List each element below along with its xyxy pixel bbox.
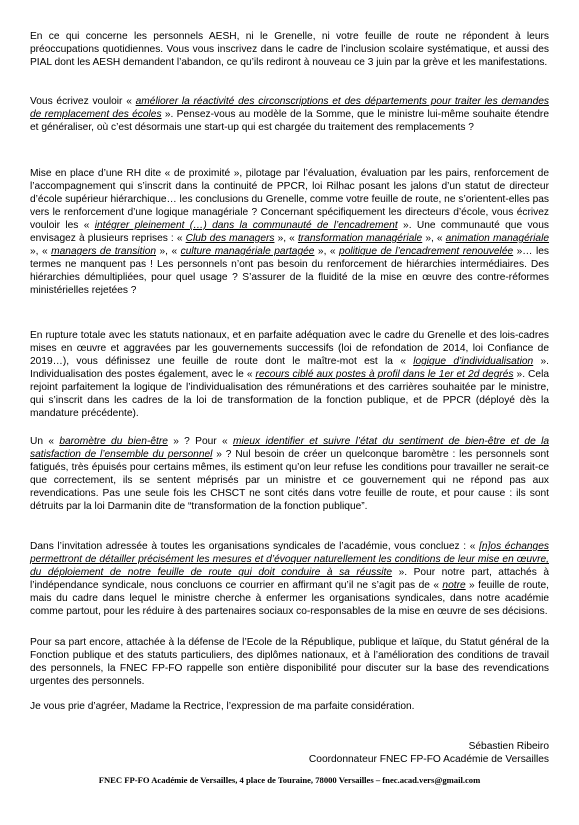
signature-name: Sébastien Ribeiro: [468, 741, 549, 752]
paragraph-text: » ? Pour «: [167, 436, 233, 447]
paragraph-text: ». Pour notre part, attachés à l’indépendance syndicale, nous concluons ce courrier en affirmant qu’il ne s’agit pas de «: [30, 567, 550, 591]
quoted-text: améliorer la réactivité des circonscriptions et des départements pour traiter les demandes de remplacement des écoles: [30, 96, 549, 120]
paragraph-text: ». Individualisation des postes également, avec le «: [30, 356, 550, 380]
paragraph-text: » ? Nul besoin de créer un quelconque baromètre : les personnels sont fatigués, très épuisés pour certains mêmes, ils estiment qu’on leur refuse les conditions pour travailler ne serait-ce que correctement, ils se sentent méprisés par un ministre et ce gouvernement qui ne répond pas aux revendications. Pas une seule fois les CHSCT ne sont cités dans votre feuille de route, et pour cause : ils sont détruits par la loi Darmanin dite de “transformation de la fonction publique”.: [30, 449, 549, 512]
quoted-text: notre: [442, 580, 466, 591]
quoted-text: animation managériale: [445, 233, 550, 244]
quoted-text: managers de transition: [51, 246, 157, 257]
paragraph-attachee: [30, 636, 549, 688]
paragraph-text: ». Une communauté que vous envisagez à plusieurs reprises : «: [30, 220, 549, 244]
paragraph-text: », «: [422, 233, 446, 244]
paragraph-text: Pour sa part encore, attachée à la défense de l’Ecole de la République, publique et laïque, du Statut général de la Fonction publique et des statuts particuliers, des diplômes nationaux, et à l’amélioration des conditions de travail des personnels, la FNEC FP-FO rappelle son entière disponibilité pour discuter sur la base des revendications urgentes des personnels.: [30, 637, 549, 687]
quoted-text: Club des managers: [185, 233, 275, 244]
paragraph-remplacement: [30, 95, 549, 134]
paragraph-text: », «: [314, 246, 340, 257]
quoted-text: intégrer pleinement (…) dans la communauté de l’encadrement: [94, 220, 398, 231]
quoted-text: culture managériale partagée: [180, 246, 315, 257]
paragraph-text: Dans l’invitation adressée à toutes les organisations syndicales de l’académie, vous concluez : «: [30, 541, 480, 552]
quoted-text: politique de l’encadrement renouvelée: [339, 246, 514, 257]
paragraph-text: Un «: [30, 436, 60, 447]
quoted-text: transformation managériale: [297, 233, 423, 244]
paragraph-text: Vous écrivez vouloir «: [30, 96, 136, 107]
paragraph-barometre: [30, 435, 549, 513]
paragraph-text: ». Pensez-vous au modèle de la Somme, que le ministre lui-même souhaite étendre et généraliser, où c’est désormais une start-up qui est chargée du traitement des remplacements ?: [30, 109, 549, 133]
paragraph-text: », «: [156, 246, 181, 257]
paragraph-invitation: [30, 540, 549, 618]
paragraph-text: ». Cela rejoint parfaitement la logique de l’individualisation des rémunérations et des carrières souhaitée par le ministre, qui s’inscrit dans les cadres de la loi de transformation de la fonction publique, et de PPCR (déployé dès la mandature précédente).: [30, 369, 550, 419]
paragraph-rupture: [30, 329, 549, 420]
quoted-text: logique d’individualisation: [413, 356, 534, 367]
page-footer: FNEC FP-FO Académie de Versailles, 4 place de Touraine, 78000 Versailles – fnec.acad.vers@gmail.com: [98, 775, 481, 785]
quoted-text: [n]os échanges permettront de détailler précisément les mesures et d’évoquer naturellement les conditions de leur mise en œuvre, du déploiement de notre feuille de route qui doit conduire à sa réussite: [30, 541, 549, 578]
paragraph-text: » feuille de route, mais du cadre dans lequel le ministre cherche à enfermer les organisations syndicales, dans notre académie comme partout, pour les réduire à des partenaires sociaux co-responsables de la mise en œuvre de ses décisions.: [30, 580, 549, 617]
paragraph-rh: [30, 167, 549, 297]
paragraph-text: », «: [30, 246, 52, 257]
paragraph-text: En rupture totale avec les statuts nationaux, et en parfaite adéquation avec le cadre du Grenelle et des lois-cadres mises en œuvre et aggravées par les gouvernements successifs (loi de refondation de 2014, loi Confiance de 2019…), vous définissez une feuille de route dont le maître-mot est la «: [30, 330, 549, 367]
quoted-text: baromètre du bien-être: [59, 436, 168, 447]
quoted-text: recours ciblé aux postes à profil dans le 1er et 2d degrés: [255, 369, 514, 380]
paragraph-text: », «: [274, 233, 298, 244]
signature-title: Coordonnateur FNEC FP-FO Académie de Versailles: [308, 754, 549, 765]
paragraph-text: Mise en place d’une RH dite « de proximité », pilotage par l’évaluation, évaluation par les pairs, renforcement de l’accompagnement qui s’inscrit dans la continuité de PPCR, loi Rilhac posant les jalons d’un statut de directeur d’école supérieur hiérarchique… les conclusions du Grenelle, comme votre feuille de route, ne s’orientent-elles pas vers le renforcement d’une logique managériale ? Concernant spécifiquement les directeurs d’école, vous écrivez vouloir les «: [30, 168, 549, 231]
paragraph-text: »… les termes ne manquent pas ! Les personnels n’ont pas besoin du renforcement de hiérarchies intermédiaires. Des hiérarchies démultipliées, pour quel usage ? S’assurer de la fluidité de la mise en œuvre des contre-réformes ministérielles rejetées ?: [30, 246, 549, 296]
paragraph-text: En ce qui concerne les personnels AESH, ni le Grenelle, ni votre feuille de route ne répondent à leurs préoccupations quotidiennes. Vous vous inscrivez dans le cadre de l’inclusion scolaire systématique, et aussi des PIAL dont les AESH demandent l’abandon, ce qu’ils rediront à nouveau ce 3 juin par la grève et les manifestations.: [30, 31, 549, 68]
paragraph-aesh: [30, 30, 549, 69]
closing-formula: Je vous prie d’agréer, Madame la Rectrice, l’expression de ma parfaite considération.: [30, 701, 415, 712]
quoted-text: mieux identifier et suivre l’état du sentiment de bien-être et de la satisfaction de l’ensemble du personnel: [30, 436, 550, 460]
